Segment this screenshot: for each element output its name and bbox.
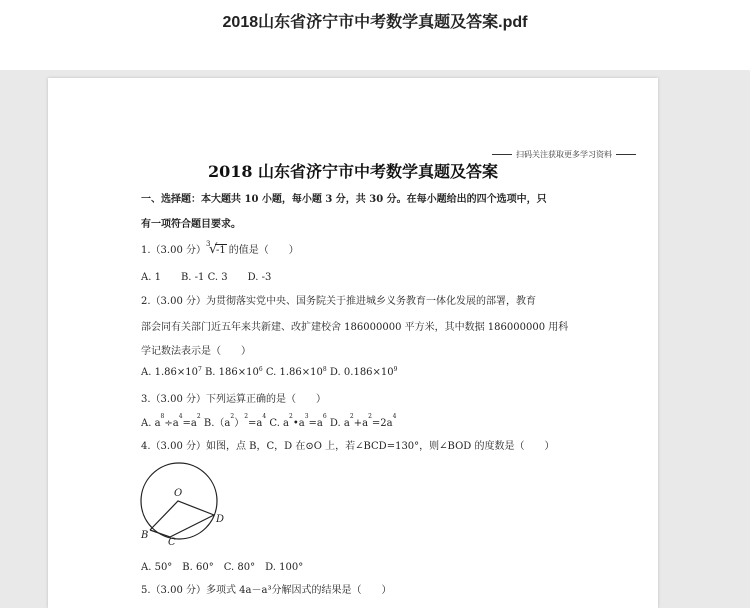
question-2-line3: 学记数法表示是（ ） <box>141 346 251 357</box>
q2-option-c: C. 1.86×10 <box>262 367 323 378</box>
exponent: 2 <box>368 413 372 420</box>
q3-option-c: C. a <box>266 418 290 429</box>
expr: •a <box>292 418 305 429</box>
exponent: 4 <box>178 413 183 420</box>
exponent: 6 <box>258 366 263 373</box>
exponent: 7 <box>197 366 202 373</box>
viewer-header <box>0 0 750 70</box>
exponent: 2 <box>289 413 293 420</box>
exponent: 8 <box>160 413 165 420</box>
chords <box>150 515 214 537</box>
file-title: 2018山东省济宁市中考数学真题及答案.pdf <box>222 14 528 31</box>
cube-root <box>206 240 227 257</box>
exponent: 4 <box>392 413 397 420</box>
expr: =a <box>182 418 197 429</box>
question-5: 5.（3.00 分）多项式 4a－a³分解因式的结果是（ ） <box>141 585 392 596</box>
exponent: 3 <box>304 413 309 420</box>
exponent: 4 <box>262 413 267 420</box>
question-4-options: A. 50° B. 60° C. 80° D. 100° <box>141 562 304 573</box>
expr: ÷a <box>164 418 179 429</box>
q3-option-a: A. a <box>141 418 161 429</box>
q2-option-a: A. 1.86×10 <box>141 367 198 378</box>
question-2-line1: 2.（3.00 分）为贯彻落实党中央、国务院关于推进城乡义务教育一体化发展的部署，教育 <box>141 296 536 307</box>
q2-option-b: B. 186×10 <box>201 367 259 378</box>
q3-option-d: D. a <box>326 418 350 429</box>
question-2-options <box>141 367 397 378</box>
label-c: C <box>168 537 176 546</box>
label-o: O <box>174 488 183 499</box>
exponent: 8 <box>322 366 327 373</box>
divider <box>492 154 512 155</box>
exponent: 2 <box>196 413 201 420</box>
section-heading: 一、选择题：本大题共 10 小题，每小题 3 分，共 30 分。在每小题给出的四个选项中，只 <box>141 194 547 205</box>
expr: +a <box>353 418 369 429</box>
document-page[interactable] <box>48 78 658 608</box>
radical-sign: √ <box>209 242 218 257</box>
radicand: -1 <box>216 245 226 256</box>
exponent: 2 <box>244 413 249 420</box>
exponent: 2 <box>230 413 235 420</box>
question-3-options <box>141 414 396 429</box>
q2-option-d: D. 0.186×10 <box>326 367 394 378</box>
exponent: 6 <box>322 413 327 420</box>
q3-option-b: B.（a <box>200 418 231 429</box>
q1-prefix: 1.（3.00 分） <box>141 245 206 256</box>
question-4: 4.（3.00 分）如图，点 B，C，D 在⊙O 上，若∠BCD=130°，则∠BOD 的度数是（ ） <box>141 441 555 452</box>
label-b: B <box>141 530 149 541</box>
radii <box>150 501 214 530</box>
question-3: 3.（3.00 分）下列运算正确的是（ ） <box>141 394 326 405</box>
exponent: 2 <box>349 413 354 420</box>
label-d: D <box>216 514 225 525</box>
circle-figure <box>138 460 228 546</box>
qr-note-text: 扫码关注获取更多学习资料 <box>516 150 612 159</box>
question-2-line2: 部会同有关部门近五年来共新建、改扩建校舍 186000000 平方米，其中数据 186000000 用科 <box>141 322 569 333</box>
section-heading-cont: 有一项符合题目要求。 <box>141 219 241 230</box>
radical-index: 3 <box>206 240 211 248</box>
document-title: 2018 山东省济宁市中考数学真题及答案 <box>207 162 499 181</box>
expr: =2a <box>371 418 393 429</box>
expr: =a <box>308 418 323 429</box>
exponent: 9 <box>393 366 398 373</box>
divider <box>616 154 636 155</box>
q1-suffix: 的值是（ ） <box>228 245 299 256</box>
question-1 <box>141 241 299 256</box>
question-1-options: A. 1 B. -1 C. 3 D. -3 <box>141 272 272 283</box>
expr: ） <box>234 418 245 429</box>
expr: =a <box>248 418 263 429</box>
